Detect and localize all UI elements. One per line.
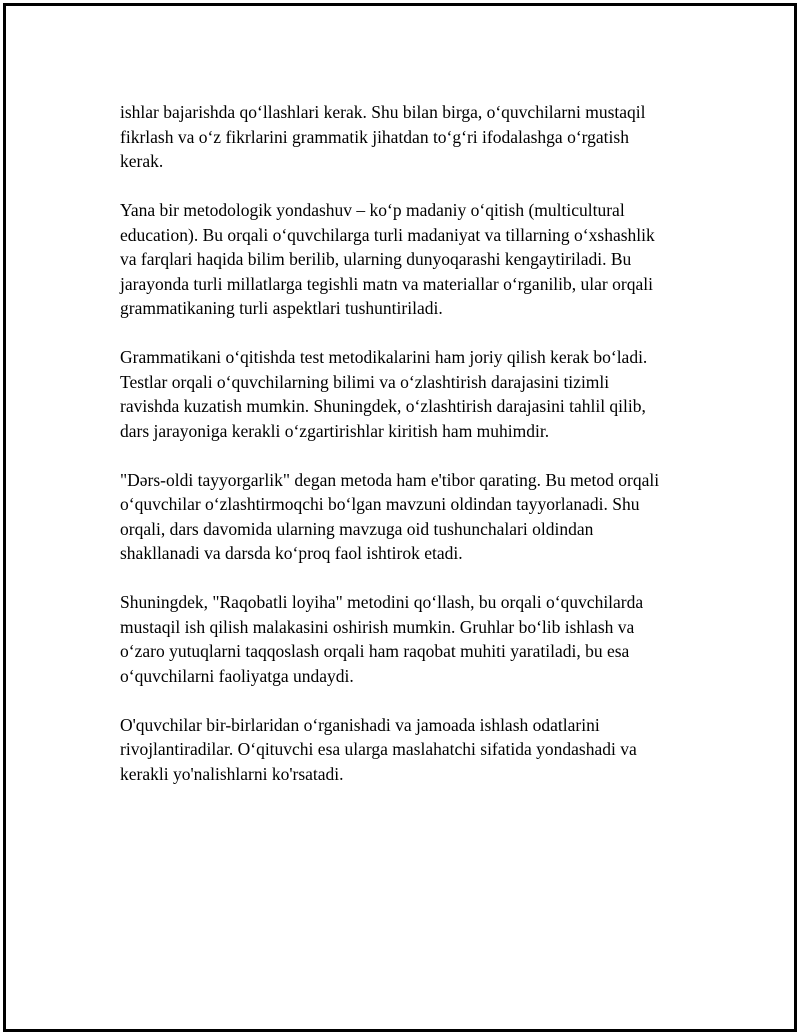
paragraph-6: O'quvchilar bir-birlaridan oʻrganishadi va jamoada ishlash odatlarini rivojlantiradilar. Oʻqituvchi esa ularga maslahatchi sifatida yondashadi va kerakli yo'nalishlarni ko'rsatadi. [120,714,637,784]
paragraph-5: Shuningdek, "Raqobatli loyiha" metodini qoʻllash, bu orqali oʻquvchilarda mustaqil ish qilish malakasini oshirish mumkin. Gruhlar boʻlib ishlash va oʻzaro yutuqlarni taqqoslash orqali ham raqobat muhiti yaratiladi, bu esa oʻquvchilarni faoliyatga undaydi. [120,592,644,686]
paragraph-3: Grammatikani oʻqitishda test metodikalarini ham joriy qilish kerak boʻladi. Testlar orqali oʻquvchilarning bilimi va oʻzlashtirish darajasini tizimli ravishda kuzatish mumkin. Shuningdek, oʻzlashtirish darajasini tahlil qilib, dars jarayoniga kerakli oʻzgartirishlar kiritish ham muhimdir. [120,347,648,441]
paragraph-4: "Dərs-oldi tayyorgarlik" degan metoda ham e'tibor qarating. Bu metod orqali oʻquvchilar oʻzlashtirmoqchi boʻlgan mavzuni oldindan tayyorlanadi. Shu orqali, dars davomida ularning mavzuga oid tushunchalari oldindan shakllanadi va darsda koʻproq faol ishtirok etadi. [120,469,660,563]
document-body [120,100,700,811]
paragraph-2: Yana bir metodologik yondashuv – koʻp madaniy oʻqitish (multicultural education). Bu orqali oʻquvchilarga turli madaniyat va tillarning oʻxshashlik va farqlari haqida bilim berilib, ularning dunyoqarashi kengaytiriladi. Bu jarayonda turli millatlarga tegishli matn va materiallar oʻrganilib, ular orqali grammatikaning turli aspektlari tushuntiriladi. [120,200,655,318]
paragraph-1: ishlar bajarishda qoʻllashlari kerak. Shu bilan birga, oʻquvchilarni mustaqil fikrlash va oʻz fikrlarini grammatik jihatdan toʻgʻri ifodalashga oʻrgatish kerak. [120,102,646,171]
document-page [3,3,797,1032]
